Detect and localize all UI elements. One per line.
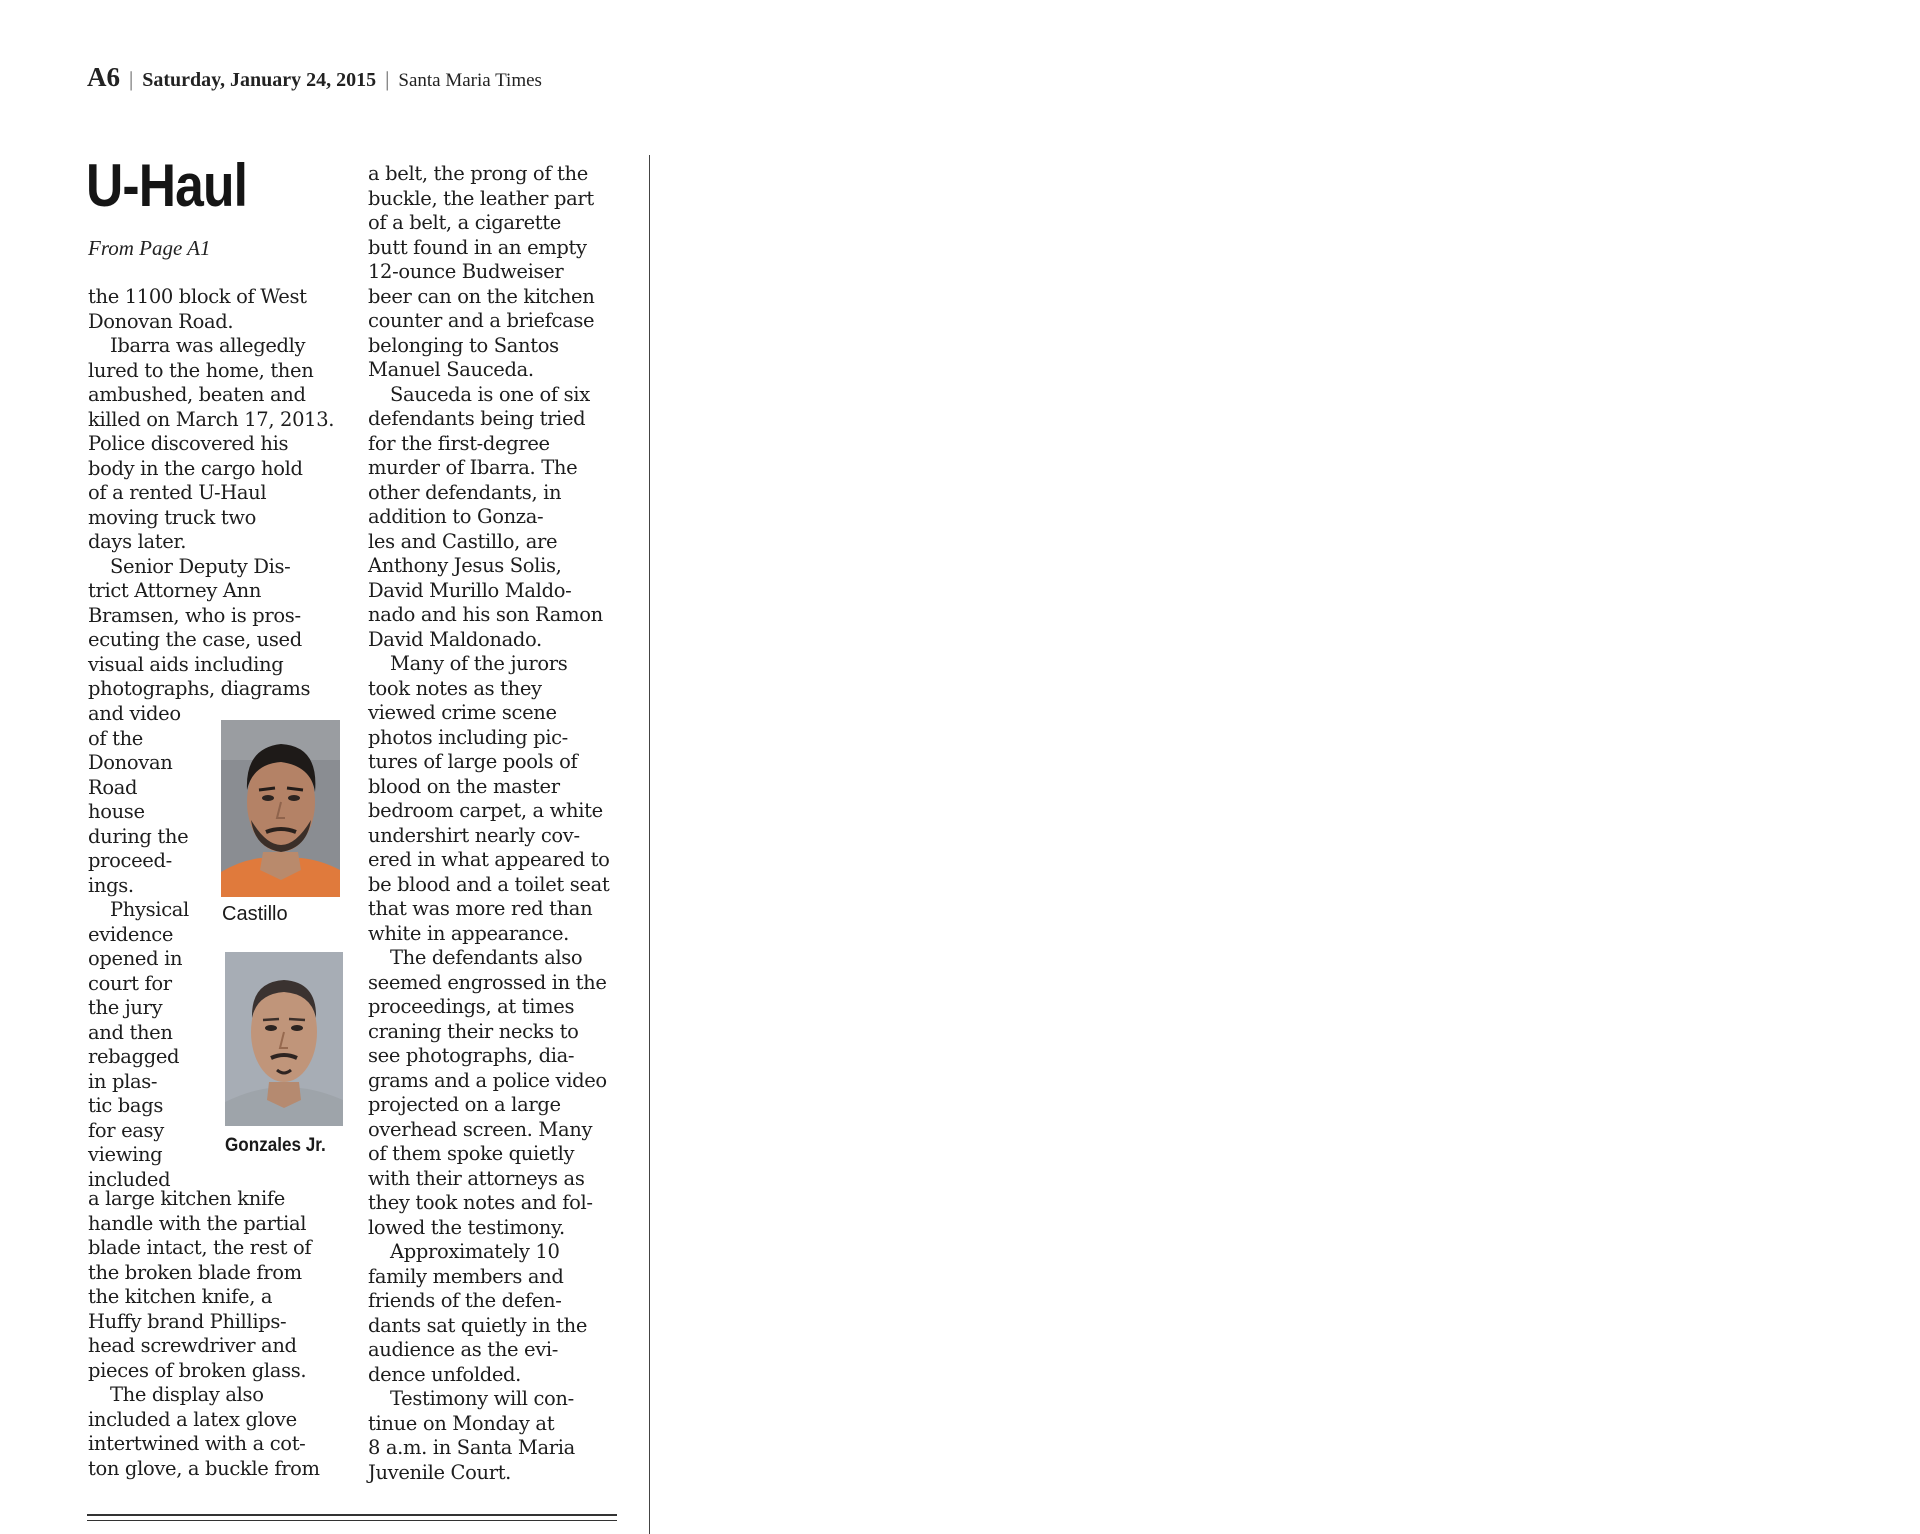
- article-text-line: Police discovered his: [88, 432, 289, 455]
- article-text-line: 12-ounce Budweiser: [368, 260, 564, 283]
- article-text-line: proceedings, at times: [368, 995, 575, 1018]
- article-text-line: be blood and a toilet seat: [368, 872, 610, 896]
- article-text-line: belonging to Santos: [368, 333, 559, 357]
- article-text-line: visual aids including: [88, 652, 284, 676]
- gonzales-caption: Gonzales Jr.: [225, 1135, 326, 1156]
- article-text-line: projected on a large: [368, 1093, 561, 1116]
- article-text-line: during the: [88, 824, 189, 848]
- article-text-line: Donovan Road.: [88, 309, 234, 333]
- article-text-line: Testimony will con-: [390, 1387, 574, 1410]
- article-text-line: intertwined with a cot-: [88, 1432, 306, 1455]
- article-text-line: of a belt, a cigarette: [368, 211, 561, 234]
- article-headline: U-Haul: [86, 152, 248, 219]
- article-text-line: Bramsen, who is pros-: [88, 603, 301, 627]
- article-text-line: in plas-: [88, 1069, 158, 1093]
- article-text-line: Juvenile Court.: [368, 1460, 512, 1484]
- article-text-line: included: [88, 1167, 171, 1191]
- article-text-line: house: [88, 800, 145, 823]
- article-text-line: family members and: [368, 1264, 564, 1288]
- article-text-line: a large kitchen knife: [88, 1187, 285, 1210]
- article-text-line: 8 a.m. in Santa Maria: [368, 1436, 575, 1459]
- newspaper-name: Santa Maria Times: [398, 70, 542, 91]
- article-column-1-top: [88, 285, 368, 702]
- article-text-line: photos including pic-: [368, 725, 568, 749]
- article-text-line: body in the cargo hold: [88, 456, 303, 480]
- article-text-line: evidence: [88, 922, 174, 946]
- article-text-line: viewed crime scene: [368, 701, 557, 724]
- article-text-line: bedroom carpet, a white: [368, 799, 603, 822]
- issue-date: Saturday, January 24, 2015: [142, 69, 377, 91]
- article-text-line: dence unfolded.: [368, 1362, 522, 1386]
- article-column-1-wrap: [88, 702, 218, 1192]
- article-text-line: Huffy brand Phillips-: [88, 1309, 287, 1333]
- folio-separator: |: [385, 67, 390, 91]
- article-text-line: ecuting the case, used: [88, 628, 302, 651]
- article-text-line: tic bags: [88, 1094, 163, 1117]
- article-text-line: that was more red than: [368, 897, 593, 920]
- article-text-line: The defendants also: [390, 946, 583, 969]
- jump-line: From Page A1: [88, 236, 211, 260]
- article-text-line: the jury: [88, 996, 163, 1019]
- article-text-line: killed on March 17, 2013.: [88, 407, 335, 431]
- article-text-line: of them spoke quietly: [368, 1142, 575, 1165]
- article-text-line: the kitchen knife, a: [88, 1285, 273, 1308]
- article-text-line: nado and his son Ramon: [368, 603, 603, 626]
- gonzales-mugshot: [225, 952, 343, 1126]
- article-text-line: rebagged: [88, 1045, 180, 1068]
- article-text-line: blade intact, the rest of: [88, 1236, 312, 1259]
- article-text-line: overhead screen. Many: [368, 1117, 593, 1141]
- article-text-line: the broken blade from: [88, 1260, 302, 1284]
- article-text-line: of a rented U-Haul: [88, 481, 267, 504]
- article-text-line: moving truck two: [88, 505, 257, 529]
- folio-separator: |: [129, 67, 134, 91]
- page-folio: [87, 62, 542, 93]
- article-text-line: they took notes and fol-: [368, 1191, 593, 1214]
- article-text-line: Donovan: [88, 751, 173, 774]
- article-text-line: addition to Gonza-: [368, 505, 544, 528]
- article-text-line: proceed-: [88, 849, 172, 872]
- article-text-line: other defendants, in: [368, 480, 562, 504]
- article-column-1-bottom: [88, 1187, 378, 1481]
- article-text-line: murder of Ibarra. The: [368, 456, 578, 479]
- article-text-line: Physical: [110, 898, 189, 921]
- article-text-line: Road: [88, 775, 138, 799]
- article-text-line: handle with the partial: [88, 1211, 307, 1235]
- column-divider: [649, 155, 650, 1534]
- article-text-line: included a latex glove: [88, 1407, 297, 1431]
- article-text-line: butt found in an empty: [368, 235, 587, 259]
- article-text-line: ings.: [88, 873, 134, 897]
- article-text-line: Sauceda is one of six: [390, 382, 590, 406]
- article-text-line: craning their necks to: [368, 1019, 579, 1043]
- article-text-line: audience as the evi-: [368, 1338, 559, 1361]
- article-text-line: and video: [88, 702, 181, 725]
- article-text-line: trict Attorney Ann: [88, 579, 262, 602]
- article-text-line: see photographs, dia-: [368, 1044, 575, 1067]
- article-text-line: Approximately 10: [390, 1240, 560, 1263]
- article-text-line: The display also: [110, 1383, 264, 1406]
- page-number: A6: [87, 62, 120, 92]
- bottom-rule: [87, 1514, 617, 1521]
- article-text-line: dants sat quietly in the: [368, 1313, 588, 1337]
- castillo-caption: Castillo: [222, 903, 288, 925]
- article-text-line: Ibarra was allegedly: [110, 334, 306, 357]
- article-text-line: beer can on the kitchen: [368, 284, 595, 308]
- article-text-line: opened in: [88, 947, 183, 970]
- article-text-line: Senior Deputy Dis-: [110, 554, 291, 578]
- article-text-line: undershirt nearly cov-: [368, 823, 580, 847]
- article-text-line: of the: [88, 726, 143, 750]
- article-text-line: defendants being tried: [368, 407, 586, 430]
- article-text-line: David Murillo Maldo-: [368, 578, 572, 602]
- article-text-line: white in appearance.: [368, 921, 569, 945]
- article-text-line: court for: [88, 971, 172, 995]
- castillo-mugshot: [221, 720, 340, 897]
- article-text-line: and then: [88, 1020, 173, 1044]
- article-text-line: buckle, the leather part: [368, 186, 594, 210]
- article-text-line: tinue on Monday at: [368, 1411, 555, 1435]
- article-text-line: took notes as they: [368, 676, 542, 700]
- article-text-line: grams and a police video: [368, 1068, 607, 1092]
- article-text-line: viewing: [88, 1143, 163, 1166]
- article-text-line: blood on the master: [368, 774, 560, 798]
- article-text-line: David Maldonado.: [368, 627, 542, 651]
- article-text-line: a belt, the prong of the: [368, 162, 588, 185]
- article-text-line: tures of large pools of: [368, 750, 578, 773]
- article-text-line: photographs, diagrams: [88, 677, 311, 700]
- article-text-line: Manuel Sauceda.: [368, 358, 534, 381]
- article-text-line: the 1100 block of West: [88, 285, 307, 308]
- article-text-line: days later.: [88, 530, 187, 553]
- article-text-line: lowed the testimony.: [368, 1215, 565, 1239]
- article-text-line: lured to the home, then: [88, 358, 314, 382]
- mugshot-photo-icon: [221, 720, 340, 897]
- article-text-line: head screwdriver and: [88, 1334, 297, 1357]
- article-text-line: ered in what appeared to: [368, 848, 610, 871]
- article-column-2: [368, 162, 658, 1485]
- mugshot-photo-icon: [225, 952, 343, 1126]
- article-text-line: les and Castillo, are: [368, 529, 558, 553]
- article-text-line: counter and a briefcase: [368, 309, 595, 332]
- article-text-line: ambushed, beaten and: [88, 383, 306, 406]
- article-text-line: for easy: [88, 1118, 164, 1142]
- article-text-line: with their attorneys as: [368, 1166, 585, 1190]
- article-text-line: Many of the jurors: [390, 652, 568, 675]
- article-text-line: for the first-degree: [368, 431, 550, 455]
- article-text-line: pieces of broken glass.: [88, 1358, 307, 1382]
- article-text-line: Anthony Jesus Solis,: [368, 554, 562, 577]
- article-text-line: ton glove, a buckle from: [88, 1456, 320, 1480]
- article-text-line: seemed engrossed in the: [368, 970, 607, 994]
- article-text-line: friends of the defen-: [368, 1289, 562, 1312]
